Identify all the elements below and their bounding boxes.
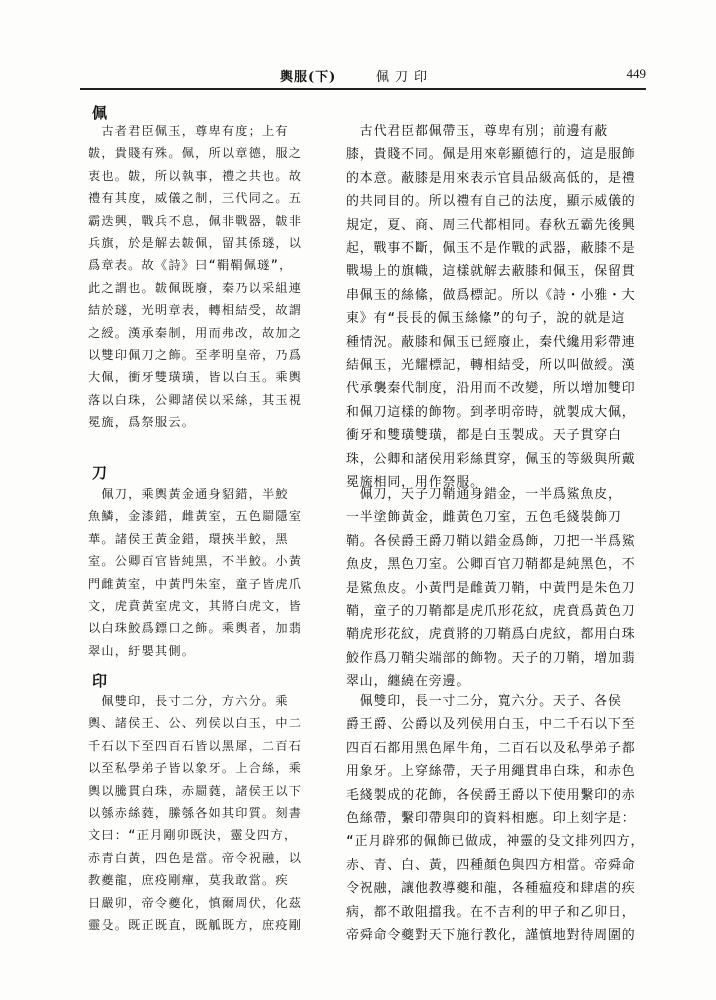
running-header	[80, 62, 646, 88]
section-heading-pei: 佩	[92, 104, 108, 122]
original-text-dao: 佩刀，乘輿黃金通身貂錯，半鮫 魚鱗，金漆錯，雌黃室，五色罽隱室 華。諸侯王黃金錯，環挾半鮫，黑 室。公卿百官皆純黑，不半鮫。小黃 門雌黃室，中黃門朱室，童子皆虎爪 文，虎賁黃室虎文，其將白虎文，皆 以白珠鮫爲鏢口之飾。乘輿者，加翡 翠山，紆嬰其側。	[88, 487, 303, 658]
translation-text-yin: 佩雙印，長一寸二分，寬六分。天子、各侯 爵王爵、公爵以及列侯用白玉，中二千石以下至 四百石都用黑色犀牛角，二百石以及私學弟子都 用象牙。上穿絲帶，天子用繩貫串白珠，和赤色 毛綫製成的花飾，各侯爵王爵以下使用繫印的赤 色絲帶，繫印帶與印的資料相應。印上刻字是： “正月辟邪的佩飾已做成，神靈的殳文排列四方， 赤、青、白、黃，四種顏色與四方相當。帝舜命 令祝融，讓他教導夔和龍，各種瘟疫和肆虐的疾 病，都不敢阻擋我。在不吉利的甲子和乙卯日， 帝舜命令夔對天下施行教化，謹慎地對待周圍的	[346, 694, 645, 944]
original-text-pei: 古者君臣佩玉，尊卑有度；上有 韍，貴賤有殊。佩，所以章德，服之 衷也。韍，所以執事，禮之共也。故 禮有其度，威儀之制，三代同之。五 霸迭興，戰兵不息，佩非戰器，韍非 兵旗，於是解去韍佩，留其係璲，以 爲章表。故《詩》曰“鞙鞙佩璲”， 此之謂也。韍佩既廢，秦乃以采組連 結於璲，光明章表，轉相結受，故謂 之綬。漢承秦制，用而弗改，故加之 以雙印佩刀之飾。至孝明皇帝，乃爲 大佩，衝牙雙璜璜，皆以白玉。乘輿 落以白珠，公卿諸侯以采絲，其玉視 冕旒，爲祭服云。	[88, 124, 303, 430]
original-text-yin: 佩雙印，長寸二分，方六分。乘 輿、諸侯王、公、列侯以白玉，中二 千石以下至四百石皆以黑犀，二百石 以至私學弟子皆以象牙。上合絲，乘 輿以騰貫白珠，赤罽蕤，諸侯王以下 以綔赤絲蕤，縢綔各如其印質。刻書 文曰：“正月剛卯既決，靈殳四方， 赤青白黃，四色是當。帝令祝融，以 教夔龍，庶疫剛癉，莫我敢當。疾 日嚴卯，帝令夔化，慎爾周伏，化茲 靈殳。既正既直，既觚既方，庶疫剛	[88, 694, 303, 933]
page-number: 449	[626, 66, 646, 81]
translation-text-dao: 佩刀，天子刀鞘通身錯金，一半爲鯊魚皮， 一半塗飾黃金，雌黃色刀室，五色毛綫裝飾刀 鞘。各侯爵王爵刀鞘以錯金爲飾，刀把一半爲鯊 魚皮，黑色刀室。公卿百官刀鞘都是純黑色，不 是鯊魚皮。小黃門是雌黃刀鞘，中黃門是朱色刀 鞘，童子的刀鞘都是虎爪形花紋，虎賁爲黃色刀 鞘虎形花紋，虎賁將的刀鞘爲白虎紋，都用白珠 鮫作爲刀鞘尖端部的飾物。天子的刀鞘，增加翡 翠山，纏繞在旁邊。	[346, 487, 636, 690]
translation-text-pei: 古代君臣都佩帶玉，尊卑有別；前邊有蔽 膝，貴賤不同。佩是用來彰顯德行的，這是服飾 的本意。蔽膝是用來表示官員品級高低的，是禮 的共同目的。所以禮有自己的法度，顯示威儀的 規定，夏、商、周三代都相同。春秋五霸先後興 起，戰事不斷，佩玉不是作戰的武器，蔽膝不是 戰場上的旗幟，這樣就解去蔽膝和佩玉，保留貫 串佩玉的絲絛，做爲標記。所以《詩・小雅・大 東》有“長長的佩玉絲絛”的句子，說的就是這 種情況。蔽膝和佩玉已經廢止，秦代纔用彩帶連 結佩玉，光耀標記，轉相結受，所以叫做綬。漢 代承襲秦代制度，沿用而不改變，所以增加雙印 和佩刀這樣的飾物。到孝明帝時，就製成大佩， 衝牙和雙璜雙璜，都是白玉製成。天子貫穿白 珠，公卿和諸侯用彩絲貫穿，佩玉的等級與所戴 冕旒相同，用作祭服。	[346, 124, 636, 491]
header-rule	[80, 88, 646, 90]
header-section-title: 輿服(下)	[280, 70, 337, 85]
section-heading-yin: 印	[92, 672, 108, 690]
section-heading-dao: 刀	[92, 464, 108, 482]
header-topic: 佩刀印	[376, 70, 434, 85]
